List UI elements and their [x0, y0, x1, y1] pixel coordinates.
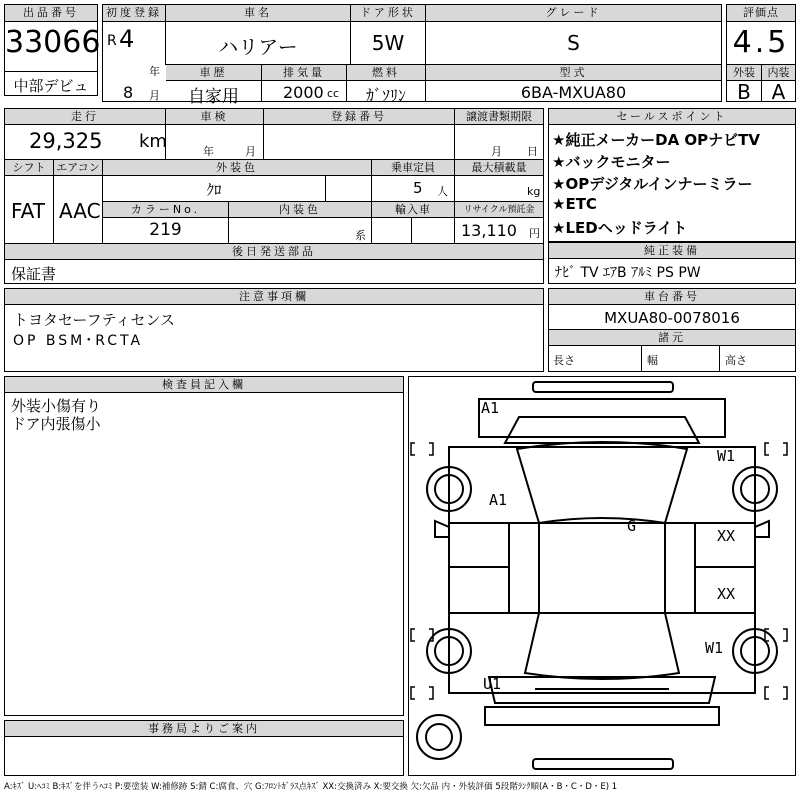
- interior-label: 内装: [762, 65, 795, 81]
- exterior-grade: B: [737, 80, 751, 104]
- month-unit: 月: [149, 89, 160, 102]
- vehicle-header: [102, 4, 722, 107]
- color-no-value: 219: [149, 220, 182, 240]
- car-name-label: 車名: [166, 5, 350, 22]
- recycle-label: リサイクル預託金: [455, 202, 543, 218]
- lot-label: 出品番号: [5, 5, 97, 22]
- legend-footer: A:ｷｽﾞ U:ﾍｺﾐ B:ｷｽﾞを伴うﾍｺﾐ P:要塗装 W:補修跡 S:錆 C:腐食、穴 G:ﾌﾛﾝﾄｶﾞﾗｽ点ｷｽﾞ XX:交換済み X:要交換 欠:欠品 内・外装評価 5段階ﾗﾝｸ順(A・B・C・D・E) 1: [4, 782, 618, 792]
- inspector-line-2: ドア内張傷小: [11, 415, 101, 433]
- mileage-label: 走行: [5, 109, 165, 125]
- year-unit: 年: [149, 65, 160, 78]
- score-value: 4.5: [732, 25, 790, 60]
- load-unit: kg: [527, 185, 541, 198]
- damage-mark-right-door-rear: XX: [717, 585, 736, 603]
- ext-color-label: 外装色: [103, 160, 371, 176]
- lot-number: 33066: [5, 25, 101, 60]
- score-label: 評価点: [727, 5, 795, 22]
- recycle-unit: 円: [529, 227, 540, 240]
- recycle-value: 13,110: [461, 221, 517, 240]
- import-label: 輸入車: [372, 202, 454, 218]
- reg-year: 4: [119, 25, 135, 53]
- sales-point-5: ★LEDヘッドライト: [552, 219, 688, 237]
- int-color-label: 内装色: [229, 202, 371, 218]
- car-name: ハリアー: [218, 35, 298, 59]
- transfer-day-unit: 日: [527, 145, 538, 158]
- chassis-label: 車台番号: [549, 289, 795, 305]
- era-letter: R: [107, 33, 117, 49]
- car-diagram: [408, 376, 796, 776]
- fuel-label: 燃料: [347, 65, 425, 81]
- load-label: 最大積載量: [455, 160, 543, 176]
- later-parts-value: 保証書: [11, 265, 57, 283]
- mileage-value: 29,325: [29, 129, 103, 153]
- chassis-number: MXUA80-0078016: [604, 309, 740, 327]
- door-type: 5W: [371, 31, 405, 55]
- event-name: 中部デビュ: [13, 77, 89, 95]
- displacement-label: 排気量: [262, 65, 346, 81]
- first-reg-label: 初度登録: [103, 5, 165, 22]
- transfer-month-unit: 月: [491, 145, 502, 158]
- sales-point-3: ★OPデジタルインナーミラー: [552, 175, 753, 193]
- ac-value: AAC: [59, 199, 101, 223]
- shift-value: FAT: [11, 199, 46, 223]
- chassis-box: [548, 288, 796, 372]
- equipment-label: 純正装備: [549, 243, 795, 259]
- car-body-outline: [409, 377, 795, 775]
- reg-month: 8: [123, 83, 134, 102]
- grade-value: S: [567, 31, 580, 55]
- sales-point-4: ★ETC: [552, 195, 597, 213]
- length-label: 長さ: [553, 354, 575, 367]
- sales-points-box: [548, 108, 796, 242]
- model-label: 型式: [426, 65, 721, 81]
- capacity-unit: 人: [437, 185, 448, 198]
- int-color-unit: 系: [355, 229, 366, 242]
- fuel-value: ｶﾞｿﾘﾝ: [365, 86, 406, 105]
- notes-box: [4, 288, 544, 372]
- capacity-value: 5: [413, 179, 423, 197]
- notes-label: 注意事項欄: [5, 289, 543, 305]
- history-label: 車歴: [166, 65, 261, 81]
- displacement-value: 2000: [283, 83, 324, 102]
- damage-mark-right-rear: W1: [705, 639, 724, 657]
- reg-no-label: 登録番号: [264, 109, 454, 125]
- width-label: 幅: [647, 354, 658, 367]
- equipment-box: [548, 242, 796, 284]
- damage-mark-front: A1: [481, 399, 500, 417]
- damage-mark-right-front: W1: [717, 447, 736, 465]
- shift-label: シフト: [5, 160, 53, 176]
- equipment-value: ﾅﾋﾞ TV ｴｱB ｱﾙﾐ PS PW: [555, 265, 701, 281]
- details-block: [4, 108, 544, 284]
- lot-box: [4, 4, 101, 96]
- exterior-label: 外装: [727, 65, 761, 81]
- score-box: [726, 4, 796, 102]
- damage-mark-left-front: A1: [489, 491, 508, 509]
- notes-line-1: トヨタセーフティセンス: [13, 311, 176, 329]
- capacity-label: 乗車定員: [372, 160, 454, 176]
- inspector-line-1: 外装小傷有り: [11, 397, 102, 415]
- model-value: 6BA-MXUA80: [520, 83, 627, 102]
- inspection-month-unit: 月: [245, 145, 256, 158]
- grade-label: グレード: [426, 5, 721, 22]
- interior-grade: A: [771, 80, 786, 104]
- office-box: [4, 720, 404, 776]
- ext-color-value: ｸﾛ: [206, 181, 222, 199]
- damage-mark-roof: G: [627, 517, 637, 535]
- inspector-label: 検査員記入欄: [5, 377, 403, 393]
- office-label: 事務局よりご案内: [5, 721, 403, 737]
- mileage-unit: km: [139, 131, 167, 152]
- height-label: 高さ: [725, 354, 747, 367]
- sales-point-1: ★純正メーカーDA OPナビTV: [552, 131, 761, 149]
- damage-mark-left-rear: U1: [483, 675, 502, 693]
- transfer-label: 譲渡書類期限: [455, 109, 543, 125]
- damage-mark-right-door-front: XX: [717, 527, 736, 545]
- specs-label: 諸元: [549, 330, 795, 346]
- displacement-unit: cc: [327, 87, 340, 100]
- history-value: 自家用: [188, 87, 239, 107]
- sales-point-2: ★バックモニター: [552, 153, 671, 171]
- notes-line-2: OP BSM･RCTA: [13, 333, 144, 349]
- sales-points-label: セールスポイント: [549, 109, 795, 125]
- ac-label: エアコン: [54, 160, 102, 176]
- inspection-year-unit: 年: [203, 145, 214, 158]
- later-parts-label: 後日発送部品: [5, 244, 543, 260]
- inspector-box: [4, 376, 404, 716]
- color-no-label: カラーNo.: [103, 202, 228, 218]
- inspection-label: 車検: [166, 109, 263, 125]
- door-label: ドア形状: [351, 5, 425, 22]
